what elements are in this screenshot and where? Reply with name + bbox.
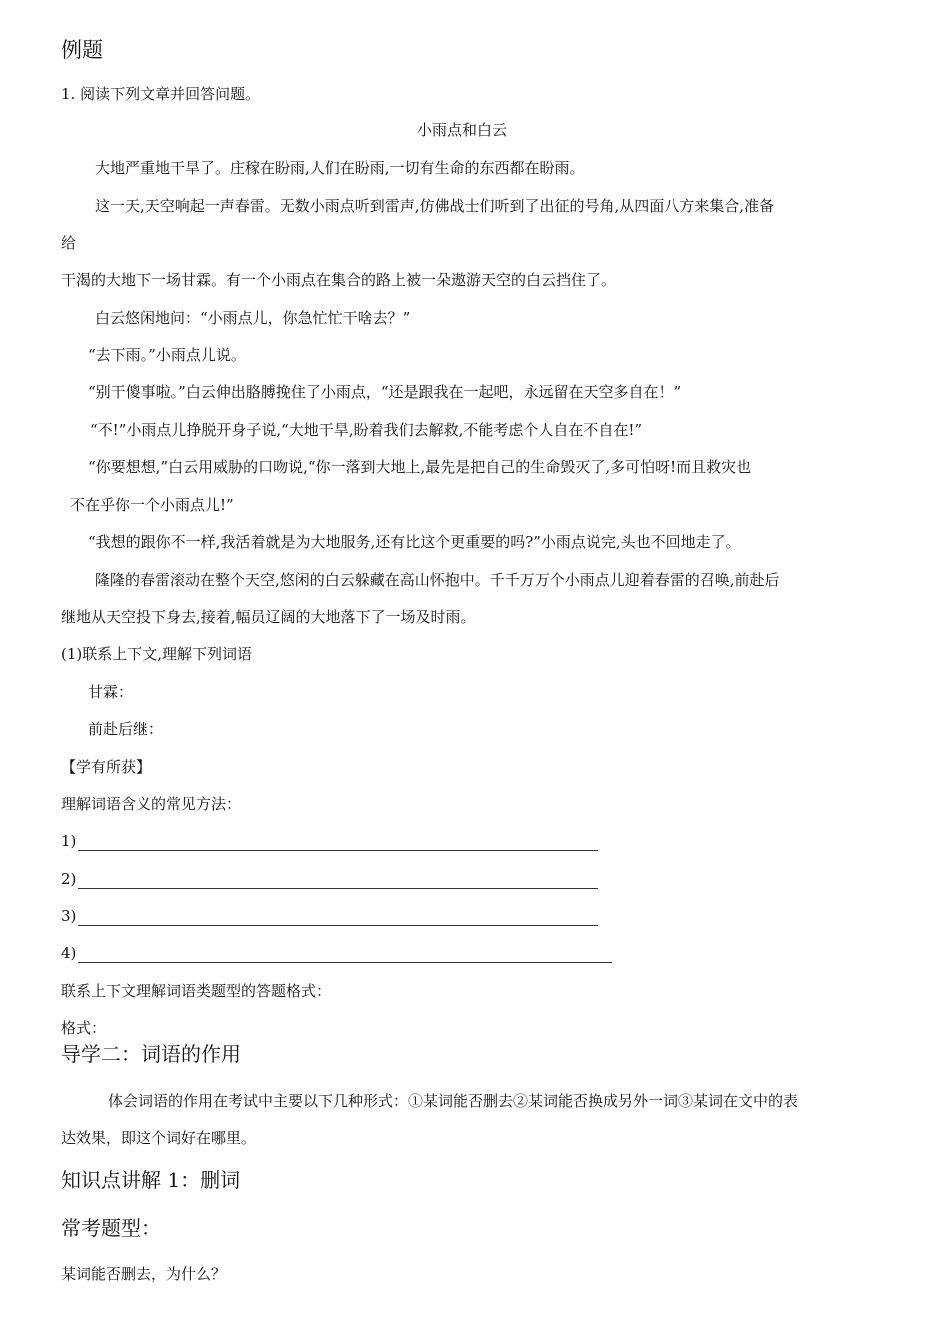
paragraph: 这一天,天空响起一声春雷。无数小雨点听到雷声,仿佛战士们听到了出征的号角,从四面八方来集合,准备 bbox=[95, 197, 775, 215]
paragraph: 给 bbox=[61, 234, 77, 252]
term-label: 前赴后继： bbox=[88, 720, 164, 738]
article-title: 小雨点和白云 bbox=[417, 121, 508, 139]
paragraph: 白云悠闲地问：“小雨点儿，你急忙忙干啥去？” bbox=[95, 309, 411, 327]
answer-blank-row bbox=[61, 943, 612, 963]
paragraph: “你要想想,”白云用威胁的口吻说,“你一落到大地上,最先是把自己的生命毁灭了,多可怕呀!而且救灾也 bbox=[88, 458, 752, 476]
gain-label: 【学有所获】 bbox=[61, 758, 152, 776]
paragraph: “不!”小雨点儿挣脱开身子说,“大地干旱,盼着我们去解救,不能考虑个人自在不自在!” bbox=[90, 421, 643, 439]
paragraph: 干渴的大地下一场甘霖。有一个小雨点在集合的路上被一朵遨游天空的白云挡住了。 bbox=[61, 271, 617, 289]
answer-blank[interactable] bbox=[78, 911, 598, 926]
paragraph: 继地从天空投下身去,接着,幅员辽阔的大地落下了一场及时雨。 bbox=[61, 608, 476, 626]
question-prompt: 1. 阅读下列文章并回答问题。 bbox=[61, 85, 261, 103]
blank-number: 4) bbox=[61, 944, 77, 962]
answer-blank-row bbox=[61, 906, 598, 926]
paragraph: 隆隆的春雷滚动在整个天空,悠闲的白云躲藏在高山怀抱中。千千万万个小雨点儿迎着春雷的召唤,前赴后 bbox=[95, 571, 780, 589]
answer-blank[interactable] bbox=[78, 948, 612, 963]
paragraph: 不在乎你一个小雨点儿!” bbox=[70, 496, 234, 514]
answer-blank-row bbox=[61, 831, 598, 851]
answer-blank[interactable] bbox=[78, 836, 598, 851]
paragraph: “去下雨。”小雨点儿说。 bbox=[88, 346, 246, 364]
answer-blank[interactable] bbox=[78, 874, 598, 889]
paragraph: “别干傻事啦。”白云伸出胳膊挽住了小雨点，“还是跟我在一起吧，永远留在天空多自在！” bbox=[88, 383, 682, 401]
section-title: 导学二：词语的作用 bbox=[61, 1042, 241, 1066]
section-intro: 达效果，即这个词好在哪里。 bbox=[61, 1129, 257, 1147]
paragraph: 大地严重地干旱了。庄稼在盼雨,人们在盼雨,一切有生命的东西都在盼雨。 bbox=[95, 159, 585, 177]
heading-example: 例题 bbox=[61, 38, 103, 62]
format-label: 格式： bbox=[61, 1019, 107, 1037]
blank-number: 2) bbox=[61, 870, 77, 888]
blank-number: 3) bbox=[61, 907, 77, 925]
section-intro: 体会词语的作用在考试中主要以下几种形式：①某词能否删去②某词能否换成另外一词③某词在文中的表 bbox=[108, 1092, 799, 1110]
term-label: 甘霖： bbox=[88, 683, 134, 701]
paragraph: “我想的跟你不一样,我活着就是为大地服务,还有比这个更重要的吗?”小雨点说完,头也不回地走了。 bbox=[88, 533, 741, 551]
sub-question: (1)联系上下文,理解下列词语 bbox=[61, 645, 253, 663]
answer-blank-row bbox=[61, 869, 598, 889]
common-types-heading: 常考题型： bbox=[61, 1216, 161, 1240]
methods-label: 理解词语含义的常见方法： bbox=[61, 795, 242, 813]
knowledge-point-heading: 知识点讲解 1：删词 bbox=[61, 1168, 241, 1192]
answer-format-label: 联系上下文理解词语类题型的答题格式： bbox=[61, 982, 332, 1000]
question-example: 某词能否删去，为什么？ bbox=[61, 1265, 227, 1283]
blank-number: 1) bbox=[61, 832, 77, 850]
